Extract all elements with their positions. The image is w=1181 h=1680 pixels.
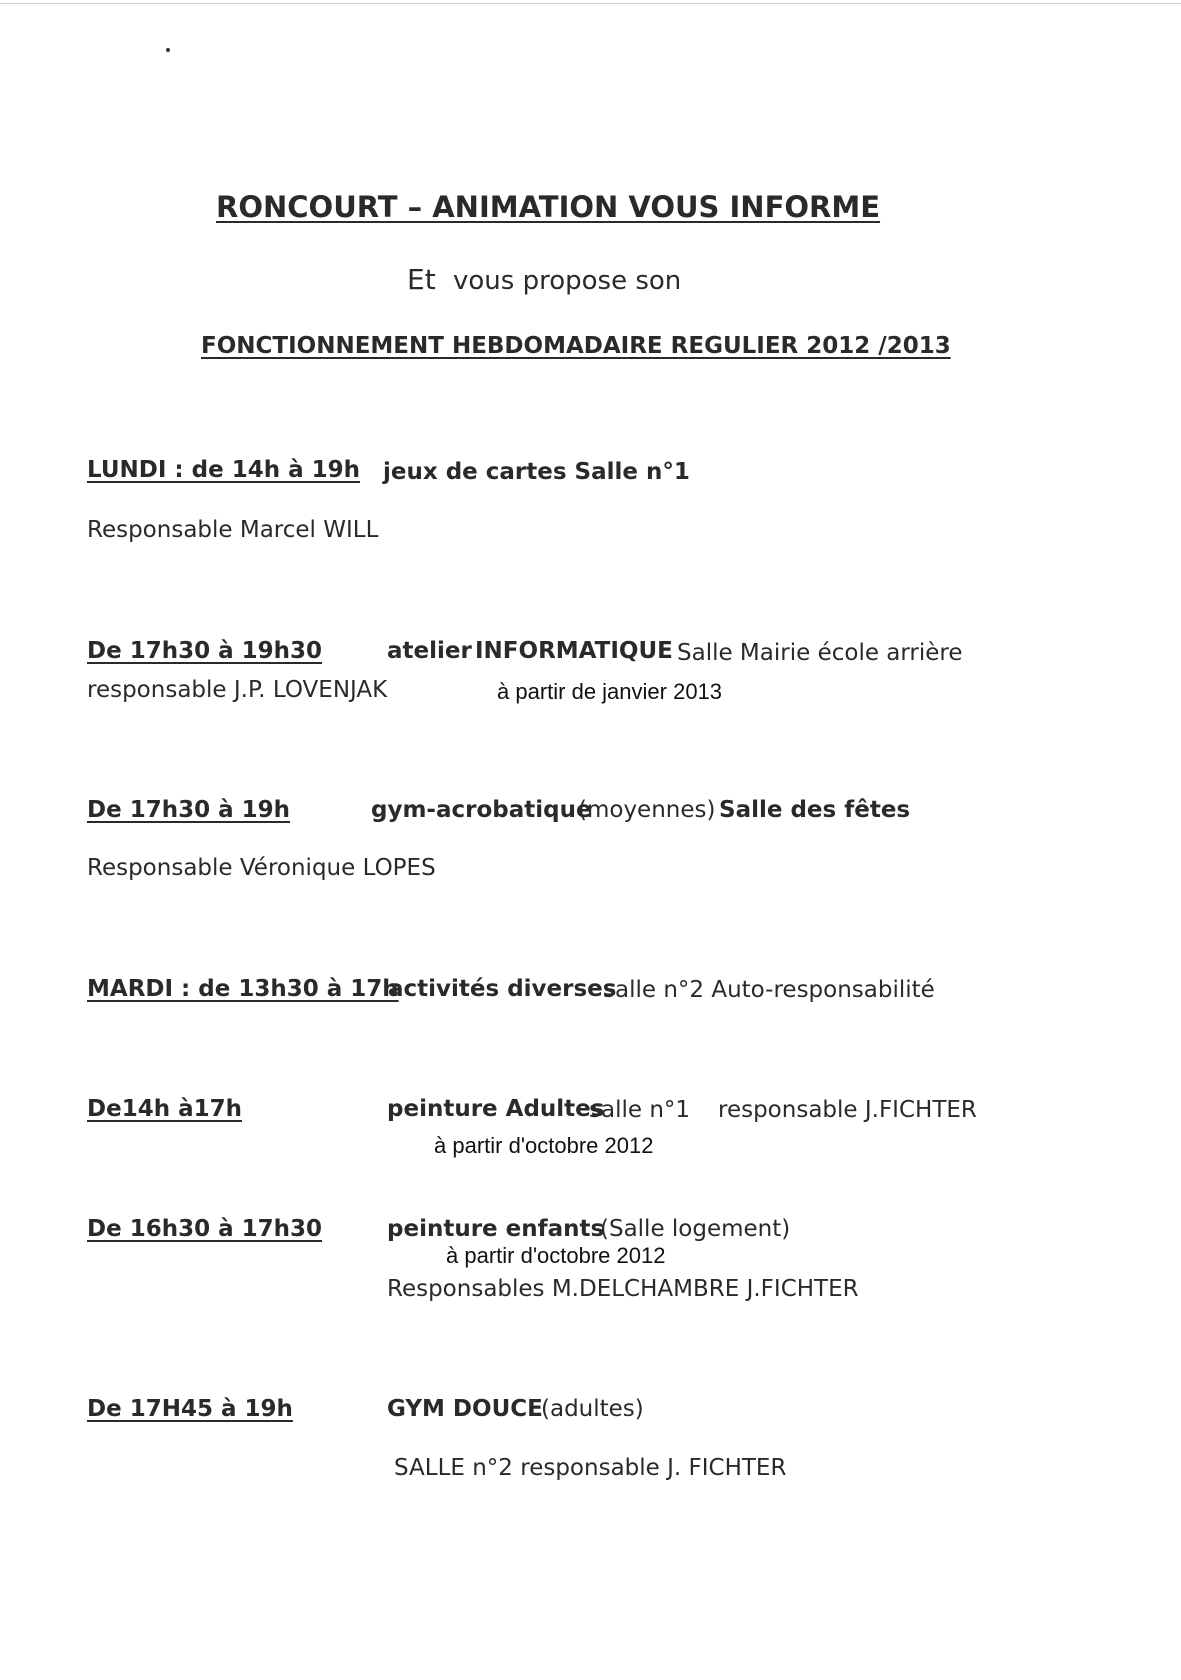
entry-responsible: Responsables M.DELCHAMBRE J.FICHTER	[387, 1276, 859, 1302]
entry-responsible: Responsable Marcel WILL	[87, 517, 379, 543]
entry-responsible: responsable J.FICHTER	[718, 1097, 977, 1123]
entry-activity: GYM DOUCE	[387, 1396, 543, 1422]
entry-location: salle n°1	[589, 1097, 691, 1123]
entry-location: salle n°2 Auto-responsabilité	[603, 977, 935, 1003]
entry-location: (Salle logement)	[600, 1216, 791, 1242]
schedule-heading: FONCTIONNEMENT HEBDOMADAIRE REGULIER 2012 /2013	[201, 333, 951, 359]
entry-time: De 17H45 à 19h	[87, 1396, 293, 1422]
entry-activity-detail: (moyennes)	[578, 797, 716, 823]
page-title: RONCOURT – ANIMATION VOUS INFORME	[216, 190, 881, 224]
subtitle-et: Et	[407, 263, 436, 296]
entry-activity-highlight: INFORMATIQUE	[475, 638, 673, 664]
entry-responsible: SALLE n°2 responsable J. FICHTER	[394, 1455, 787, 1481]
entry-responsible: Responsable Véronique LOPES	[87, 855, 436, 881]
entry-activity-detail: (adultes)	[541, 1396, 644, 1422]
entry-location: Salle Mairie école arrière	[677, 640, 963, 666]
entry-time: De 16h30 à 17h30	[87, 1216, 323, 1242]
subtitle-text: vous propose son	[453, 266, 682, 296]
entry-time: De 17h30 à 19h	[87, 797, 291, 823]
entry-note: à partir d'octobre 2012	[446, 1243, 666, 1268]
entry-location: Salle des fêtes	[719, 797, 911, 823]
entry-note: à partir de janvier 2013	[497, 679, 723, 704]
entry-time: MARDI : de 13h30 à 17h	[87, 976, 399, 1002]
entry-activity: jeux de cartes Salle n°1	[383, 459, 690, 485]
entry-time: De 17h30 à 19h30	[87, 638, 323, 664]
entry-activity: atelier	[387, 638, 472, 664]
entry-activity: peinture enfants	[387, 1216, 605, 1242]
entry-note: à partir d'octobre 2012	[434, 1133, 654, 1158]
entry-time: LUNDI : de 14h à 19h	[87, 457, 360, 483]
scan-top-edge	[0, 3, 1181, 4]
entry-time: De14h à17h	[87, 1096, 242, 1122]
entry-activity: peinture Adultes	[387, 1096, 605, 1122]
scan-speck	[166, 48, 170, 52]
entry-activity: activités diverses	[388, 976, 617, 1002]
entry-activity: gym-acrobatique	[371, 797, 592, 823]
entry-responsible: responsable J.P. LOVENJAK	[87, 677, 388, 703]
